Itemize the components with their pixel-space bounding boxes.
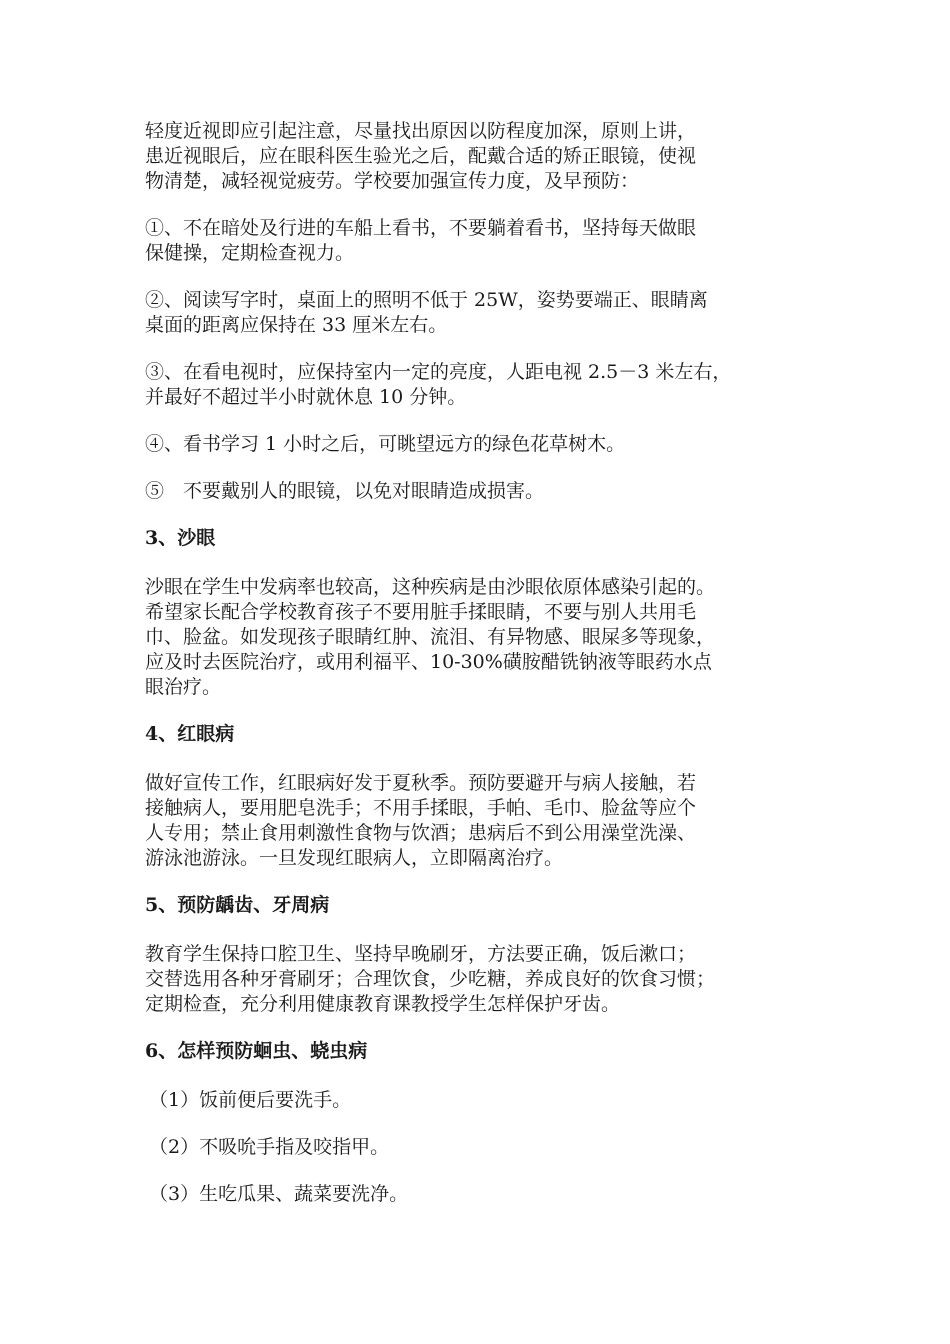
worms-item-1: （1）饭前便后要洗手。 bbox=[149, 1089, 352, 1111]
text-line: 轻度近视即应引起注意，尽量找出原因以防程度加深，原则上讲， bbox=[145, 120, 697, 142]
text-line: 物清楚，减轻视觉疲劳。学校要加强宣传力度，及早预防： bbox=[145, 170, 640, 192]
intro-paragraph bbox=[145, 119, 815, 194]
section-heading-dental: 5、预防龋齿、牙周病 bbox=[145, 894, 330, 916]
text-line: ②、阅读写字时，桌面上的照明不低于 25W，姿势要端正、眼睛离 bbox=[145, 289, 708, 311]
text-line: 沙眼在学生中发病率也较高，这种疾病是由沙眼依原体感染引起的。 bbox=[145, 576, 716, 598]
text-line: ①、不在暗处及行进的车船上看书，不要躺着看书，坚持每天做眼 bbox=[145, 217, 697, 239]
text-line: 并最好不超过半小时就休息 10 分钟。 bbox=[145, 386, 467, 408]
section-heading-trachoma: 3、沙眼 bbox=[145, 527, 216, 549]
text-line: 接触病人，要用肥皂洗手；不用手揉眼，手帕、毛巾、脸盆等应个 bbox=[145, 797, 697, 819]
text-line: 希望家长配合学校教育孩子不要用脏手揉眼睛，不要与别人共用毛 bbox=[145, 601, 697, 623]
text-line: 巾、脸盆。如发现孩子眼睛红肿、流泪、有异物感、眼屎多等现象， bbox=[145, 626, 716, 648]
myopia-tip-2 bbox=[145, 288, 815, 338]
text-line: ④、看书学习 1 小时之后，可眺望远方的绿色花草树木。 bbox=[145, 433, 626, 455]
section-heading-pinkeye: 4、红眼病 bbox=[145, 723, 235, 745]
text-line: 保健操，定期检查视力。 bbox=[145, 242, 355, 264]
worms-item-2: （2）不吸吮手指及咬指甲。 bbox=[149, 1136, 390, 1158]
pinkeye-paragraph bbox=[145, 771, 815, 871]
section-heading-worms: 6、怎样预防蛔虫、蛲虫病 bbox=[145, 1040, 368, 1062]
text-line: 游泳池游泳。一旦发现红眼病人，立即隔离治疗。 bbox=[145, 847, 564, 869]
myopia-tip-3 bbox=[145, 360, 815, 410]
text-line: 教育学生保持口腔卫生、坚持早晚刷牙，方法要正确，饭后漱口； bbox=[145, 943, 697, 965]
text-line: 人专用；禁止食用刺激性食物与饮酒；患病后不到公用澡堂洗澡、 bbox=[145, 822, 697, 844]
text-line: 交替选用各种牙膏刷牙；合理饮食，少吃糖，养成良好的饮食习惯； bbox=[145, 968, 716, 990]
text-line: 桌面的距离应保持在 33 厘米左右。 bbox=[145, 314, 448, 336]
dental-paragraph bbox=[145, 942, 815, 1017]
myopia-tip-5 bbox=[145, 479, 815, 504]
text-line: 定期检查，充分利用健康教育课教授学生怎样保护牙齿。 bbox=[145, 993, 621, 1015]
text-line: 眼治疗。 bbox=[145, 676, 222, 698]
text-line: ③、在看电视时，应保持室内一定的亮度，人距电视 2.5－3 米左右， bbox=[145, 361, 732, 383]
document-body bbox=[145, 119, 815, 1229]
worms-item-3: （3）生吃瓜果、蔬菜要洗净。 bbox=[149, 1183, 409, 1205]
text-line: 应及时去医院治疗，或用利福平、10-30%磺胺醋铣钠液等眼药水点 bbox=[145, 651, 712, 673]
text-line: 做好宣传工作，红眼病好发于夏秋季。预防要避开与病人接触，若 bbox=[145, 772, 697, 794]
text-line: ⑤ 不要戴别人的眼镜，以免对眼睛造成损害。 bbox=[145, 480, 545, 502]
myopia-tip-4 bbox=[145, 432, 815, 457]
myopia-tip-1 bbox=[145, 216, 815, 266]
trachoma-paragraph bbox=[145, 575, 815, 700]
text-line: 患近视眼后，应在眼科医生验光之后，配戴合适的矫正眼镜，使视 bbox=[145, 145, 697, 167]
